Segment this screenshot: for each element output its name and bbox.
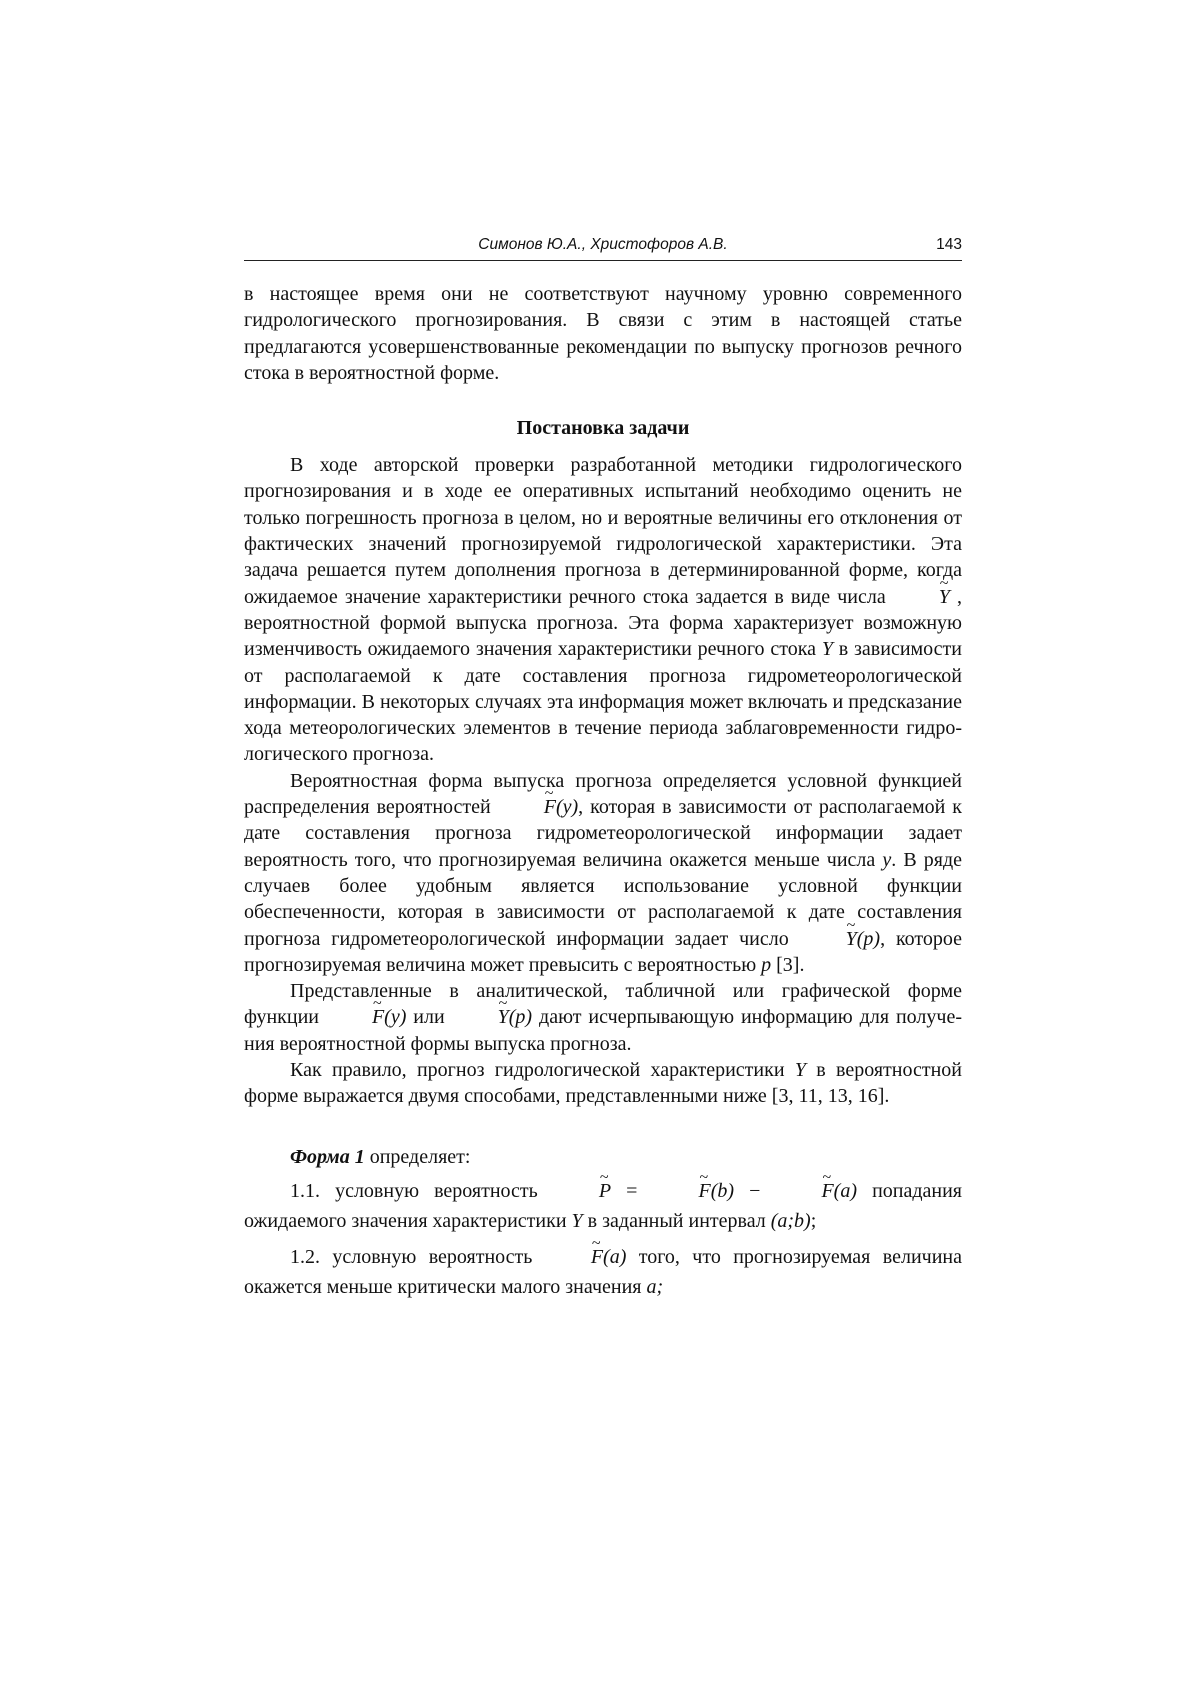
- list-item-1-2: [244, 1242, 962, 1302]
- symbol-Y-tilde: ~ Y: [893, 584, 950, 610]
- paragraph-probabilistic-form: [244, 768, 962, 978]
- paragraph-functions: [244, 978, 962, 1057]
- symbol-arg: (a): [603, 1245, 627, 1268]
- text-span: в зависимости от располагаемой к дате составления прогноза гидрометеорологической информации. В некоторых случаях эта информация может включать и предсказание хода метеорологических элементов в течение периода заблаговременности гидрологического прогноза.: [244, 638, 962, 766]
- text-span: в заданный интервал: [582, 1209, 771, 1232]
- text-span: определяет:: [364, 1145, 471, 1168]
- text-span: Как правило, прогноз гидрологической характеристики: [290, 1059, 795, 1082]
- text-span: , которая в зависимости от располагаемой к дате составления прогноза гидрометеорологической информации задает вероятность того, что прогнозируемая величина окажется меньше числа: [244, 796, 962, 871]
- symbol-y: y: [882, 848, 892, 871]
- text-span: дают исчерпывающую информацию для получения вероятностной формы выпуска прогноза.: [244, 1006, 963, 1055]
- symbol-F-tilde: ~ F: [326, 1004, 384, 1030]
- list-item-1-1: [244, 1176, 962, 1236]
- symbol-arg: (y): [384, 1006, 407, 1029]
- text-span: [3].: [771, 953, 805, 976]
- symbol-Y: Y: [571, 1209, 583, 1232]
- text-span: Представленные в аналитической, табличной или графической форме функции: [244, 980, 962, 1029]
- section-heading: Постановка задачи: [516, 417, 690, 440]
- symbol-arg: (a): [833, 1179, 857, 1202]
- running-header: [244, 236, 962, 261]
- symbol-P-tilde: ~ P: [553, 1176, 611, 1206]
- header-authors: Симонов Ю.А., Христофоров А.В.: [478, 236, 728, 253]
- symbol-Y: Y: [794, 1059, 806, 1082]
- symbol-arg: (y): [555, 796, 579, 819]
- text-span: того, что прогнозируемая величина окажется меньше критически малого значения: [244, 1245, 962, 1298]
- symbol-a: a;: [646, 1275, 664, 1298]
- text-span: 1.2. условную вероятность: [290, 1245, 545, 1268]
- paragraph-two-ways: [244, 1057, 962, 1110]
- symbol-Y-tilde: ~ Y: [800, 926, 857, 952]
- symbol-arg: (p): [856, 927, 881, 950]
- text-span: , которое прогнозируемая величина может превысить с вероятностью: [244, 927, 962, 976]
- form-1-title: Форма 1: [290, 1145, 365, 1168]
- symbol-F-tilde: ~ F: [775, 1176, 833, 1206]
- text-span: , вероятностной формой выпуска прогноза. Эта форма характеризует возможную изменчивость ожидаемого значения характеристики речного стока: [244, 585, 963, 661]
- text-span: попадания ожидаемого значения характеристики: [244, 1179, 963, 1232]
- symbol-minus: −: [734, 1179, 776, 1202]
- symbol-interval: (a;b): [770, 1209, 811, 1232]
- text-span: В ходе авторской проверки разработанной методики гидрологического прогнозирования и в ходе ее оперативных испытаний необходимо оценить не только погрешность прогноза в целом, но и вероятные величины его отклонения от фактических значений прогнозируемой гидрологической характеристики. Эта задача решается путем дополнения прогноза в детерминированной форме, когда ожидаемое значение характеристики речного стока задается в виде числа: [244, 454, 962, 608]
- paragraph-problem-statement: [244, 452, 962, 768]
- symbol-F-tilde: ~ F: [545, 1242, 603, 1272]
- symbol-Y: Y: [821, 638, 833, 661]
- text-span: ;: [810, 1209, 817, 1232]
- paragraph-continuation: в настоящее время они не соответствуют научному уровню современного гидрологического прогнозирования. В связи с этим в настоящей статье предлагаются усовершенствованные рекомендации по выпуску прогнозов речного стока в вероятностной форме.: [244, 283, 962, 384]
- text-span: в вероятностной форме выражается двумя способами, представленными ниже [3, 11, 13, 16].: [244, 1059, 963, 1108]
- page-number: 143: [936, 236, 962, 253]
- article-body: [244, 281, 962, 1302]
- symbol-F-tilde: ~ F: [652, 1176, 710, 1206]
- symbol-F-tilde: ~ F: [498, 794, 556, 820]
- text-span: . В ряде случаев более удобным является использование условной функции обеспеченности, которая в зависимости от располагаемой к дате составления прогноза гидрометеорологической информации задает число: [244, 848, 963, 950]
- text-span: Вероятностная форма выпуска прогноза определяется условной функцией распределения вероятностей: [244, 769, 962, 819]
- symbol-equals: =: [611, 1179, 653, 1202]
- text-span: или: [406, 1006, 452, 1029]
- symbol-Y-tilde: ~ Y: [452, 1004, 509, 1030]
- symbol-p: p: [761, 953, 772, 976]
- symbol-arg: (b): [710, 1179, 735, 1202]
- symbol-arg: (p): [508, 1006, 533, 1029]
- text-span: 1.1. условную вероятность: [290, 1179, 553, 1202]
